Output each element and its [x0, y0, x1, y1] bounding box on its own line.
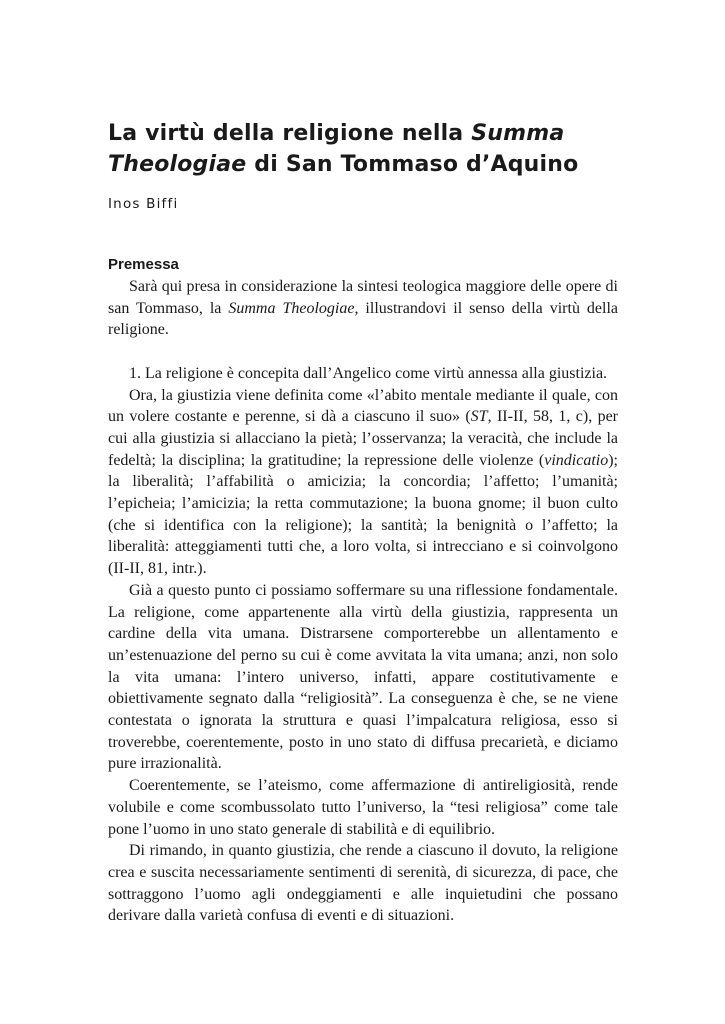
paragraph-6: Di rimando, in quanto giustizia, che rende a ciascuno il dovuto, la religione crea e suscita necessariamente sentimenti di serenità, di sicurezza, di pace, che sottraggono l’uomo agli ondeggiamenti e alle inquietudini che possano derivare dalla varietà confusa di eventi e di situazioni.: [108, 842, 618, 925]
paragraph-1: [108, 276, 618, 341]
paragraph-3-italic-st: ST: [470, 408, 488, 426]
paragraph-4: Già a questo punto ci possiamo soffermare su una riflessione fondamentale. La religione, come appartenente alla virtù della giustizia, rappresenta un cardine della vita umana. Distrarsene comporterebbe un allentamento e un’estenuazione del perno su cui è come avvitata la vita umana; anzi, non solo la vita umana: l’intero universo, infatti, appare costitutivamente e obiettivamente segnato dalla “religiosità”. La conseguenza è che, se ne viene contestata o ignorata la struttura e quasi l’impalcatura religiosa, esso si troverebbe, coerentemente, posto in uno stato di diffusa precarietà, e diciamo pure irrazionalità.: [108, 581, 618, 773]
paragraph-5: Coerentemente, se l’ateismo, come affermazione di antireligiosità, rende volubile e come scombussolato tutto l’universo, la “tesi religiosa” come tale pone l’uomo in uno stato generale di stabilità e di equilibrio.: [108, 777, 618, 838]
paragraph-1-text-a: Sarà qui presa in considerazione la sintesi teologica maggiore delle opere di san Tommaso, la: [108, 278, 618, 317]
title-part-1: La virtù della religione nella: [108, 121, 472, 146]
paragraph-2: 1. La religione è concepita dall’Angelico come virtù annessa alla giustizia.: [129, 364, 608, 382]
paragraph-gap: [108, 341, 618, 363]
paragraph-3-text-c: , II-II, 58, 1, c), per cui alla giustizia si allacciano la pietà; l’osservanza; la veracità, che include la fedeltà; la disciplina; la gratitudine; la repressione delle violenze (: [108, 408, 619, 469]
paragraph-3-italic-vindicatio: vindicatio: [544, 451, 609, 469]
section-heading: Premessa: [108, 256, 179, 273]
paragraph-3-text-a: Ora, la giustizia viene definita come «l’abito mentale mediante il quale, con un volere costante e perenne, si dà a ciascuno il suo» (: [108, 386, 618, 426]
paragraph-1-text-c: , illustrandovi il senso della virtù della religione.: [108, 299, 618, 339]
author-name: Inos Biffi: [108, 196, 179, 212]
title-italic: Summa Theologiae: [108, 121, 565, 177]
article-title: [108, 118, 628, 180]
body-text: [108, 276, 618, 927]
paragraph-3-text-e: ); la liberalità; l’affabilità o amicizia; la concordia; l’affetto; l’umanità; l’epicheia; l’amicizia; la retta commutazione; la buona gnome; il buon culto (che si identifica con la religione); la santità; la benignità o l’affetto; la liberalità: atteggiamenti tutti che, a loro volta, si intrecciano e si coinvolgono (II-II, 81, intr.).: [108, 451, 618, 578]
paragraph-1-italic: Summa Theologiae: [228, 299, 355, 317]
title-part-3: di San Tommaso d’Aquino: [246, 152, 579, 177]
paragraph-3: [108, 385, 618, 580]
